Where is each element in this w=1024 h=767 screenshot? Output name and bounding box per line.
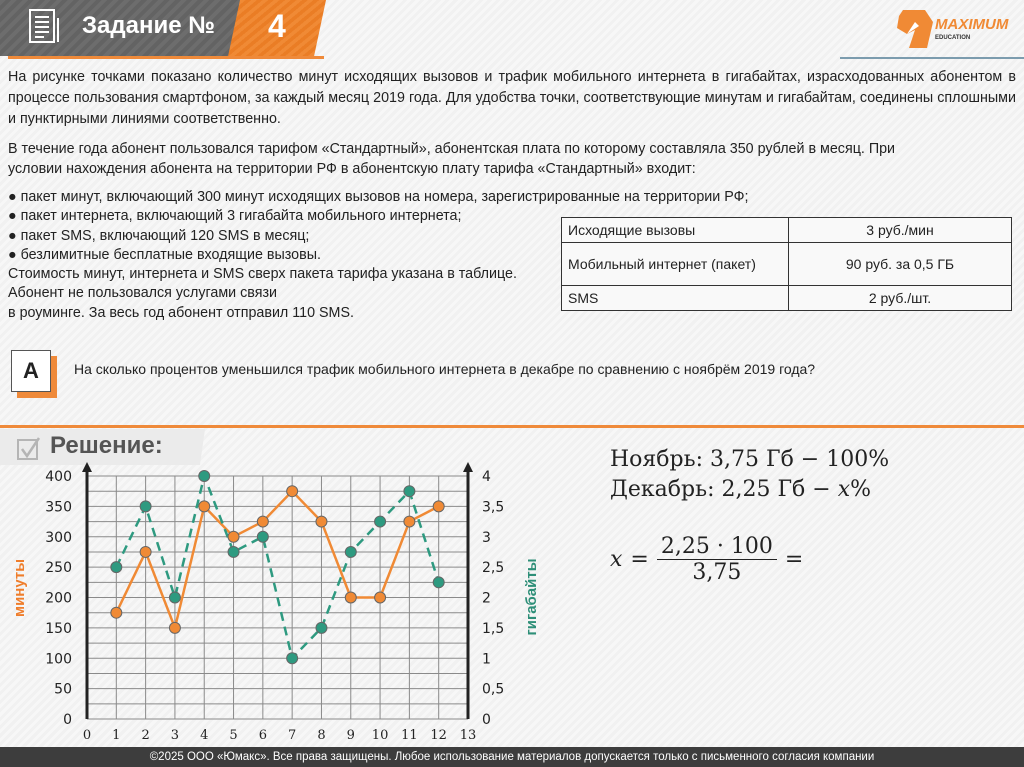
svg-text:1,5: 1,5 [482, 620, 505, 637]
header-underline [8, 56, 324, 59]
document-icon [28, 8, 62, 46]
svg-text:9: 9 [346, 728, 355, 743]
svg-text:50: 50 [54, 681, 72, 698]
task-number: 4 [268, 8, 286, 44]
brand-logo [895, 8, 1024, 48]
svg-text:250: 250 [45, 560, 72, 577]
svg-text:0: 0 [482, 712, 491, 728]
table-row [562, 243, 1012, 286]
equals-sign: = [630, 547, 649, 572]
svg-text:3,5: 3,5 [482, 499, 505, 516]
list-item: Абонент не пользовался услугами связи [8, 285, 277, 302]
chart-axes [82, 462, 473, 719]
list-item: Стоимость минут, интернета и SMS сверх пакета тарифа указана в таблице. [8, 266, 517, 283]
svg-text:10: 10 [371, 728, 389, 743]
percent-sign: % [850, 477, 872, 502]
checkbox-check-icon [17, 437, 41, 461]
table-cell-item: SMS [562, 286, 789, 311]
svg-text:8: 8 [317, 728, 326, 743]
fraction-numerator: 2,25 · 100 [657, 534, 777, 560]
equals-sign-tail: = [784, 547, 804, 572]
svg-text:7: 7 [288, 728, 297, 743]
logo-text: MAXIMUM [935, 16, 1009, 33]
badge-letter: А [11, 350, 51, 392]
svg-text:0: 0 [82, 728, 92, 743]
svg-text:12: 12 [430, 728, 447, 743]
intro-paragraph-2-line-2: условии нахождения абонента на территории РФ в абонентскую плату тарифа «Стандартный» входит: [8, 161, 696, 177]
svg-text:0,5: 0,5 [482, 681, 505, 698]
table-cell-price: 90 руб. за 0,5 ГБ [789, 243, 1012, 286]
svg-text:2: 2 [482, 590, 491, 607]
svg-text:2,5: 2,5 [482, 560, 505, 577]
question-text: На сколько процентов уменьшился трафик мобильного интернета в декабре по сравнению с ноябрём 2019 года? [74, 361, 816, 377]
list-item: ● пакет минут, включающий 300 минут исходящих вызовов на номера, зарегистрированные на территории РФ; [8, 189, 749, 205]
svg-text:2: 2 [141, 728, 150, 743]
price-table [561, 217, 1012, 311]
page-title: Задание № [82, 12, 215, 39]
solution-line-november: Ноябрь: 3,75 Гб − 100% [610, 447, 890, 472]
footer-copyright: ©2025 ООО «Юмакс». Все права защищены. Любое использование материалов допускается только с письменного согласия компании [0, 747, 1024, 767]
svg-text:1: 1 [112, 728, 121, 743]
header-banner [0, 0, 1024, 62]
table-cell-item: Исходящие вызовы [562, 218, 789, 243]
list-item: ● пакет SMS, включающий 120 SMS в месяц; [8, 227, 310, 244]
logo-subtext: EDUCATION [935, 35, 971, 41]
fraction [657, 534, 777, 585]
list-item: ● пакет интернета, включающий 3 гигабайта мобильного интернета; [8, 208, 462, 225]
list-item: в роуминге. За весь год абонент отправил 110 SMS. [8, 304, 354, 321]
y-axis-label-right: гигабайты [523, 558, 540, 636]
logo-emblem-icon [895, 8, 935, 50]
svg-text:0: 0 [63, 712, 72, 728]
svg-text:400: 400 [45, 469, 72, 485]
list-item: ● безлимитные бесплатные входящие вызовы. [8, 246, 321, 263]
solution-title: Решение: [50, 432, 163, 459]
svg-text:200: 200 [45, 590, 72, 607]
svg-text:6: 6 [258, 728, 267, 743]
december-text: Декабрь: 2,25 Гб − [610, 477, 838, 502]
section-divider [0, 425, 1024, 428]
header-right-line [840, 57, 1024, 59]
intro-paragraph-1: На рисунке точками показано количество минут исходящих вызовов и трафик мобильного интернета в гигабайтах, израсходованных абонентом в процессе пользования смартфоном, за каждый месяц 2019 года. Для удобства точки, соответствующие минутам и гигабайтам, соединены сплошными и пунктирными линиями соответственно. [8, 69, 1016, 127]
table-cell-price: 3 руб./мин [789, 218, 1012, 243]
minutes-gigabytes-chart [0, 460, 560, 745]
intro-paragraph-2-line-1: В течение года абонент пользовался тарифом «Стандартный», абонентская плата по которому составляла 350 рублей в месяц. При [8, 141, 896, 157]
svg-text:3: 3 [170, 728, 180, 743]
table-row [562, 286, 1012, 311]
solution-line-december [610, 477, 871, 502]
svg-text:3: 3 [482, 529, 491, 546]
table-cell-price: 2 руб./шт. [789, 286, 1012, 311]
svg-text:300: 300 [45, 529, 72, 546]
table-cell-item: Мобильный интернет (пакет) [562, 243, 789, 286]
svg-text:5: 5 [229, 728, 238, 743]
svg-text:350: 350 [45, 499, 72, 516]
fraction-denominator: 3,75 [692, 560, 742, 585]
question-label-badge [11, 350, 53, 392]
svg-text:100: 100 [45, 651, 72, 668]
table-row [562, 218, 1012, 243]
svg-text:13: 13 [459, 728, 477, 743]
svg-text:11: 11 [401, 728, 418, 743]
svg-text:4: 4 [200, 728, 209, 743]
svg-text:4: 4 [482, 469, 491, 485]
svg-text:1: 1 [482, 651, 491, 668]
variable-x: x [837, 477, 851, 502]
y-axis-label-left: минуты [11, 558, 28, 618]
solution-equation [610, 534, 803, 585]
svg-text:150: 150 [45, 620, 72, 637]
equation-variable: x [610, 547, 623, 572]
